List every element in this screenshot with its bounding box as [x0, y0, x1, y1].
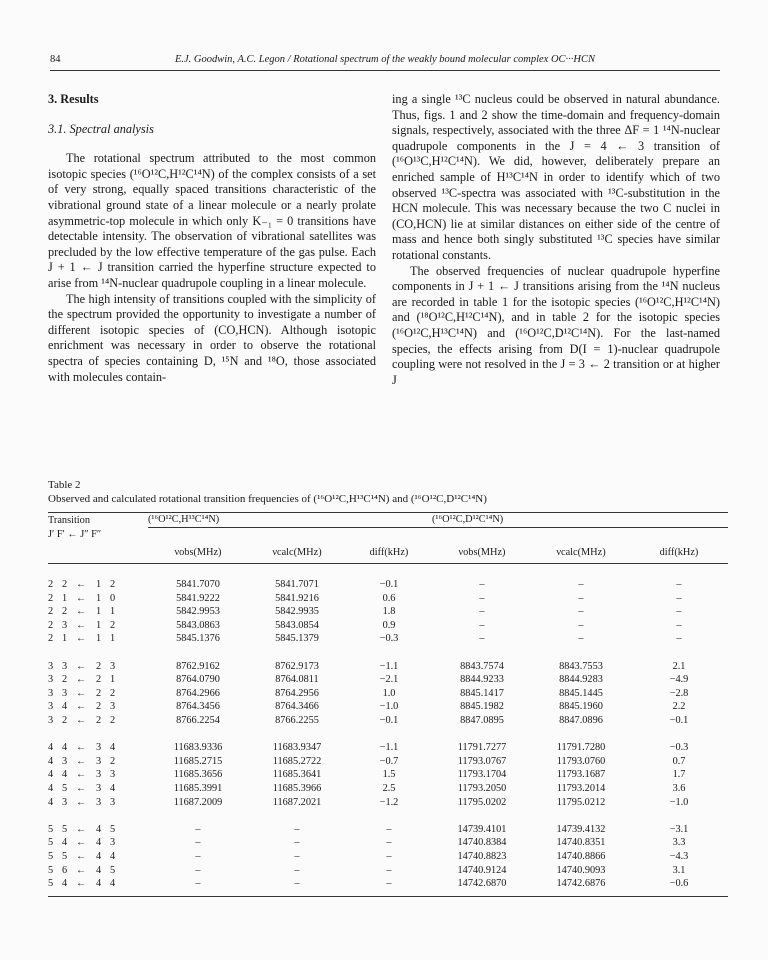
nu-obs-b: 14742.6870: [457, 878, 507, 890]
nu-calc-b: –: [578, 579, 584, 591]
transition-arrow: ←: [76, 850, 87, 862]
diff-a: –: [386, 837, 392, 849]
diff-a: 2.5: [382, 782, 396, 794]
nu-calc-a: 5841.7071: [275, 579, 319, 591]
nu-obs-a: 8762.9162: [176, 660, 220, 672]
nu-calc-b: 8844.9283: [559, 674, 603, 686]
col-calc-a: νcalc(MHz): [248, 541, 346, 564]
nu-calc-b: 14740.8866: [556, 850, 606, 862]
transition-arrow: ←: [76, 674, 87, 686]
page-number: 84: [50, 54, 61, 65]
j-upper: 5: [48, 878, 54, 890]
nu-obs-b: –: [479, 606, 485, 618]
nu-obs-a: 5843.0863: [176, 619, 220, 631]
table-row: [48, 836, 728, 850]
nu-calc-b: 11795.0212: [556, 796, 606, 808]
f-lower: 4: [110, 850, 116, 862]
transition-arrow: ←: [76, 823, 87, 835]
diff-a: 1.0: [382, 687, 396, 699]
transition-arrow: ←: [76, 687, 87, 699]
paragraph: The high intensity of transitions coupled with the simplicity of the spectrum provided the opportunity to investigate a number of different isotopic species of (CO,HCN). Although isotopic enrichment was necessary in order to observe the rotational spectra of species containing D, ¹⁵N and ¹⁸O, those associated with molecules contain-: [48, 291, 376, 384]
nu-obs-a: 11685.3656: [173, 769, 223, 781]
diff-b: −0.3: [669, 742, 689, 754]
j-lower: 2: [96, 660, 102, 672]
f-lower: 2: [110, 715, 116, 727]
j-lower: 1: [96, 606, 102, 618]
j-lower: 4: [96, 878, 102, 890]
j-lower: 1: [96, 619, 102, 631]
group-spacer: [48, 646, 728, 660]
table-row: [48, 863, 728, 877]
diff-b: −0.6: [669, 878, 689, 890]
f-lower: 4: [110, 742, 116, 754]
f-lower: 2: [110, 619, 116, 631]
nu-calc-a: 11685.3641: [272, 769, 322, 781]
species-a-header: (¹⁶O¹²C,H¹³C¹⁴N): [148, 513, 432, 528]
f-upper: 2: [62, 674, 68, 686]
nu-obs-b: 14740.8823: [457, 850, 507, 862]
nu-calc-a: 8764.0811: [275, 674, 319, 686]
transition-arrow: ←: [76, 701, 87, 713]
right-column: [392, 92, 720, 388]
nu-obs-b: –: [479, 633, 485, 645]
f-upper: 3: [62, 619, 68, 631]
nu-obs-a: 8764.2966: [176, 687, 220, 699]
nu-calc-b: –: [578, 619, 584, 631]
j-lower: 3: [96, 769, 102, 781]
nu-calc-b: –: [578, 633, 584, 645]
j-upper: 5: [48, 850, 54, 862]
nu-obs-a: 8766.2254: [176, 715, 220, 727]
table-row: [48, 755, 728, 769]
nu-calc-a: –: [294, 864, 300, 876]
diff-b: 3.6: [672, 782, 686, 794]
table-row: [48, 822, 728, 836]
subsection-heading: 3.1. Spectral analysis: [48, 121, 154, 136]
paragraph: ing a single ¹³C nucleus could be observed in natural abundance. Thus, figs. 1 and 2 show the time-domain and frequency-domain signals, respectively, associated with the three ΔF = 1 ¹⁴N-nuclear quadrupole components in the J = 4 ← 3 transition of (¹⁶O¹³C,H¹²C¹⁴N). We did, however, deliberately prepare an enriched sample of H¹³C¹⁴N in order to identify which of two observed ¹³C-spectra was associated with ¹³C-substitution in the HCN molecule. This was necessary because the two C nuclei in (CO,HCN) lie at similar distances on either side of the centre of mass and hence both singly substituted ¹³C species have similar rotational constants.: [392, 92, 720, 262]
nu-calc-b: 8847.0896: [559, 715, 603, 727]
nu-obs-a: 11683.9336: [173, 742, 223, 754]
nu-obs-a: 11685.3991: [173, 782, 223, 794]
table-bottom-rule: [48, 890, 728, 897]
nu-obs-b: 11793.1704: [457, 769, 507, 781]
nu-calc-b: 11793.2014: [556, 782, 606, 794]
section-heading: 3. Results: [48, 92, 99, 106]
table-row: [48, 714, 728, 728]
table-row: [48, 605, 728, 619]
j-lower: 4: [96, 850, 102, 862]
table-row: [48, 619, 728, 633]
table-body: [48, 564, 728, 897]
j-upper: 2: [48, 606, 54, 618]
nu-obs-a: 5841.7070: [176, 579, 220, 591]
table-row: [48, 591, 728, 605]
f-upper: 3: [62, 755, 68, 767]
diff-b: –: [676, 606, 682, 618]
nu-obs-a: 5841.9222: [176, 592, 220, 604]
transition-header: Transition: [48, 513, 148, 528]
f-upper: 1: [62, 592, 68, 604]
j-upper: 4: [48, 782, 54, 794]
j-lower: 1: [96, 592, 102, 604]
quantum-number-header: J′ F′ ← J″ F″: [48, 528, 102, 540]
nu-calc-a: 5842.9935: [275, 606, 319, 618]
nu-obs-b: 11793.0767: [457, 755, 507, 767]
f-lower: 2: [110, 755, 116, 767]
running-title: E.J. Goodwin, A.C. Legon / Rotational spectrum of the weakly bound molecular complex OC···HCN: [174, 54, 596, 65]
nu-calc-a: –: [294, 850, 300, 862]
table-caption: [48, 478, 728, 506]
nu-obs-b: –: [479, 579, 485, 591]
diff-b: −3.1: [669, 823, 689, 835]
diff-b: –: [676, 633, 682, 645]
nu-calc-a: 8766.2255: [275, 715, 319, 727]
nu-obs-b: 8844.9233: [460, 674, 504, 686]
f-lower: 3: [110, 837, 116, 849]
j-upper: 3: [48, 660, 54, 672]
j-lower: 2: [96, 701, 102, 713]
j-upper: 3: [48, 687, 54, 699]
transition-arrow: ←: [76, 782, 87, 794]
nu-obs-b: 14739.4101: [457, 823, 507, 835]
f-lower: 1: [110, 674, 116, 686]
nu-calc-b: 14740.8351: [556, 837, 606, 849]
transition-arrow: ←: [76, 755, 87, 767]
nu-calc-a: 5841.9216: [275, 592, 319, 604]
nu-calc-a: 11685.3966: [272, 782, 322, 794]
f-lower: 2: [110, 579, 116, 591]
nu-obs-b: 14740.8384: [457, 837, 507, 849]
f-upper: 3: [62, 660, 68, 672]
f-upper: 4: [62, 837, 68, 849]
frequency-table: [48, 512, 728, 897]
j-lower: 4: [96, 837, 102, 849]
j-upper: 2: [48, 592, 54, 604]
nu-obs-a: –: [195, 864, 201, 876]
j-upper: 4: [48, 796, 54, 808]
transition-arrow: ←: [76, 619, 87, 631]
nu-calc-b: –: [578, 606, 584, 618]
transition-arrow: ←: [76, 837, 87, 849]
f-upper: 3: [62, 687, 68, 699]
j-upper: 5: [48, 864, 54, 876]
nu-obs-a: 11687.2009: [173, 796, 223, 808]
f-upper: 2: [62, 606, 68, 618]
nu-obs-a: 8764.3456: [176, 701, 220, 713]
nu-obs-b: 14740.9124: [457, 864, 507, 876]
j-upper: 3: [48, 674, 54, 686]
diff-a: –: [386, 850, 392, 862]
nu-obs-a: 5845.1376: [176, 633, 220, 645]
nu-obs-a: –: [195, 823, 201, 835]
j-upper: 2: [48, 619, 54, 631]
table-label: Table 2: [48, 479, 81, 491]
nu-obs-b: 8845.1982: [460, 701, 504, 713]
nu-obs-b: –: [479, 619, 485, 631]
f-lower: 1: [110, 633, 116, 645]
left-column: [48, 92, 376, 385]
diff-a: −2.1: [379, 674, 399, 686]
transition-arrow: ←: [76, 579, 87, 591]
f-lower: 5: [110, 864, 116, 876]
diff-a: –: [386, 823, 392, 835]
table-caption-text: Observed and calculated rotational transition frequencies of (¹⁶O¹²C,H¹³C¹⁴N) and (¹⁶O¹²C,D¹²C¹⁴N): [48, 493, 487, 505]
j-lower: 3: [96, 755, 102, 767]
table-row: [48, 782, 728, 796]
nu-calc-a: –: [294, 823, 300, 835]
transition-arrow: ←: [76, 633, 87, 645]
diff-b: −4.9: [669, 674, 689, 686]
j-lower: 1: [96, 579, 102, 591]
diff-b: –: [676, 592, 682, 604]
f-upper: 4: [62, 878, 68, 890]
j-upper: 5: [48, 837, 54, 849]
nu-obs-a: 5842.9953: [176, 606, 220, 618]
j-lower: 4: [96, 864, 102, 876]
diff-b: −0.1: [669, 715, 689, 727]
nu-calc-a: –: [294, 878, 300, 890]
f-lower: 2: [110, 687, 116, 699]
nu-calc-b: 14740.9093: [556, 864, 606, 876]
col-obs-a: νobs(MHz): [148, 541, 248, 564]
diff-b: −4.3: [669, 850, 689, 862]
transition-arrow: ←: [76, 715, 87, 727]
diff-a: 1.5: [382, 769, 396, 781]
diff-b: 1.7: [672, 769, 686, 781]
nu-obs-b: 8843.7574: [460, 660, 504, 672]
table-row: [48, 768, 728, 782]
nu-calc-b: 8845.1960: [559, 701, 603, 713]
diff-b: 3.1: [672, 864, 686, 876]
f-upper: 5: [62, 850, 68, 862]
transition-arrow: ←: [76, 878, 87, 890]
col-calc-b: νcalc(MHz): [532, 541, 630, 564]
page-header: [50, 50, 720, 71]
table-row: [48, 877, 728, 891]
f-lower: 0: [110, 592, 116, 604]
transition-arrow: ←: [76, 660, 87, 672]
diff-a: −1.1: [379, 742, 399, 754]
diff-a: –: [386, 864, 392, 876]
transition-arrow: ←: [76, 606, 87, 618]
nu-calc-a: 8764.3466: [275, 701, 319, 713]
f-upper: 2: [62, 715, 68, 727]
j-upper: 3: [48, 701, 54, 713]
nu-calc-a: 8762.9173: [275, 660, 319, 672]
transition-arrow: ←: [76, 592, 87, 604]
nu-obs-a: –: [195, 878, 201, 890]
col-obs-b: νobs(MHz): [432, 541, 532, 564]
transition-arrow: ←: [76, 769, 87, 781]
f-upper: 5: [62, 782, 68, 794]
nu-calc-b: 14742.6876: [556, 878, 606, 890]
j-lower: 3: [96, 796, 102, 808]
table-row: [48, 795, 728, 809]
diff-a: −0.1: [379, 715, 399, 727]
nu-obs-a: 11685.2715: [173, 755, 223, 767]
nu-calc-b: 8845.1445: [559, 687, 603, 699]
nu-obs-a: –: [195, 850, 201, 862]
f-lower: 4: [110, 782, 116, 794]
diff-a: 0.9: [382, 619, 396, 631]
transition-arrow: ←: [76, 742, 87, 754]
nu-obs-b: 11795.0202: [457, 796, 507, 808]
j-lower: 4: [96, 823, 102, 835]
diff-b: −1.0: [669, 796, 689, 808]
f-upper: 4: [62, 701, 68, 713]
nu-calc-a: 11687.2021: [272, 796, 322, 808]
table-row: [48, 632, 728, 646]
nu-calc-a: 5843.0854: [275, 619, 319, 631]
f-upper: 4: [62, 742, 68, 754]
f-upper: 5: [62, 823, 68, 835]
nu-calc-a: 11683.9347: [272, 742, 322, 754]
j-upper: 4: [48, 769, 54, 781]
diff-a: −0.1: [379, 579, 399, 591]
group-spacer: [48, 727, 728, 741]
f-lower: 3: [110, 701, 116, 713]
nu-calc-a: 8764.2956: [275, 687, 319, 699]
table-row: [48, 673, 728, 687]
species-b-header: (¹⁶O¹²C,D¹²C¹⁴N): [432, 513, 728, 528]
j-upper: 2: [48, 579, 54, 591]
diff-b: −2.8: [669, 687, 689, 699]
j-lower: 1: [96, 633, 102, 645]
j-upper: 5: [48, 823, 54, 835]
j-lower: 2: [96, 715, 102, 727]
nu-calc-b: –: [578, 592, 584, 604]
nu-obs-b: 8845.1417: [460, 687, 504, 699]
nu-obs-b: –: [479, 592, 485, 604]
nu-calc-b: 11793.0760: [556, 755, 606, 767]
nu-calc-a: 5845.1379: [275, 633, 319, 645]
nu-obs-b: 8847.0895: [460, 715, 504, 727]
f-lower: 3: [110, 660, 116, 672]
nu-calc-b: 8843.7553: [559, 660, 603, 672]
nu-calc-b: 11791.7280: [556, 742, 606, 754]
f-lower: 4: [110, 878, 116, 890]
table-row: [48, 741, 728, 755]
table-row: [48, 700, 728, 714]
j-lower: 2: [96, 674, 102, 686]
nu-calc-b: 11793.1687: [556, 769, 606, 781]
f-upper: 2: [62, 579, 68, 591]
table-row: [48, 578, 728, 592]
diff-a: −1.2: [379, 796, 399, 808]
nu-obs-a: –: [195, 837, 201, 849]
diff-b: 3.3: [672, 837, 686, 849]
j-upper: 4: [48, 755, 54, 767]
j-upper: 4: [48, 742, 54, 754]
diff-a: −1.1: [379, 660, 399, 672]
table-row: [48, 850, 728, 864]
transition-arrow: ←: [76, 796, 87, 808]
f-upper: 4: [62, 769, 68, 781]
col-diff-a: diff(kHz): [346, 541, 432, 564]
nu-obs-a: 8764.0790: [176, 674, 220, 686]
f-lower: 3: [110, 769, 116, 781]
diff-a: −0.7: [379, 755, 399, 767]
diff-a: −1.0: [379, 701, 399, 713]
diff-a: –: [386, 878, 392, 890]
j-lower: 3: [96, 742, 102, 754]
j-upper: 2: [48, 633, 54, 645]
diff-a: 1.8: [382, 606, 396, 618]
f-upper: 3: [62, 796, 68, 808]
diff-b: 2.2: [672, 701, 686, 713]
f-lower: 3: [110, 796, 116, 808]
group-spacer: [48, 809, 728, 823]
diff-a: −0.3: [379, 633, 399, 645]
f-lower: 1: [110, 606, 116, 618]
diff-b: 2.1: [672, 660, 686, 672]
paragraph: The observed frequencies of nuclear quadrupole hyperfine components in J + 1 ← J transitions arising from the ¹⁴N nucleus are recorded in table 1 for the isotopic species (¹⁶O¹²C,H¹²C¹⁴N) and (¹⁸O¹²C,H¹²C¹⁴N), and in table 2 for the isotopic species (¹⁶O¹²C,H¹³C¹⁴N) and (¹⁶O¹²C,D¹²C¹⁴N). For the last-named species, the effects arising from D(I = 1)-nuclear quadrupole coupling were not resolved in the J = 3 ← 2 transition or at higher J: [392, 263, 720, 387]
nu-calc-a: 11685.2722: [272, 755, 322, 767]
f-upper: 6: [62, 864, 68, 876]
j-lower: 2: [96, 687, 102, 699]
table-row: [48, 687, 728, 701]
nu-obs-b: 11791.7277: [457, 742, 507, 754]
diff-b: 0.7: [672, 755, 686, 767]
f-upper: 1: [62, 633, 68, 645]
j-upper: 3: [48, 715, 54, 727]
paragraph: The rotational spectrum attributed to the most common isotopic species (¹⁶O¹²C,H¹²C¹⁴N) of the complex consists of a set of very strong, equally spaced transitions characteristic of the vibrational ground state of a linear molecule or a nearly prolate asymmetric-top molecule in which only K₋₁ = 0 transitions have detectable intensity. The observation of vibrational satellites was precluded by the low effective temperature of the gas pulse. Each J + 1 ← J transition carried the hyperfine structure expected to arise from ¹⁴N-nuclear quadrupole coupling in a linear molecule.: [48, 151, 376, 290]
f-lower: 5: [110, 823, 116, 835]
col-diff-b: diff(kHz): [630, 541, 728, 564]
diff-b: –: [676, 579, 682, 591]
nu-calc-a: –: [294, 837, 300, 849]
diff-b: –: [676, 619, 682, 631]
group-spacer: [48, 564, 728, 578]
transition-arrow: ←: [76, 864, 87, 876]
table-row: [48, 659, 728, 673]
diff-a: 0.6: [382, 592, 396, 604]
nu-calc-b: 14739.4132: [556, 823, 606, 835]
j-lower: 3: [96, 782, 102, 794]
nu-obs-b: 11793.2050: [457, 782, 507, 794]
